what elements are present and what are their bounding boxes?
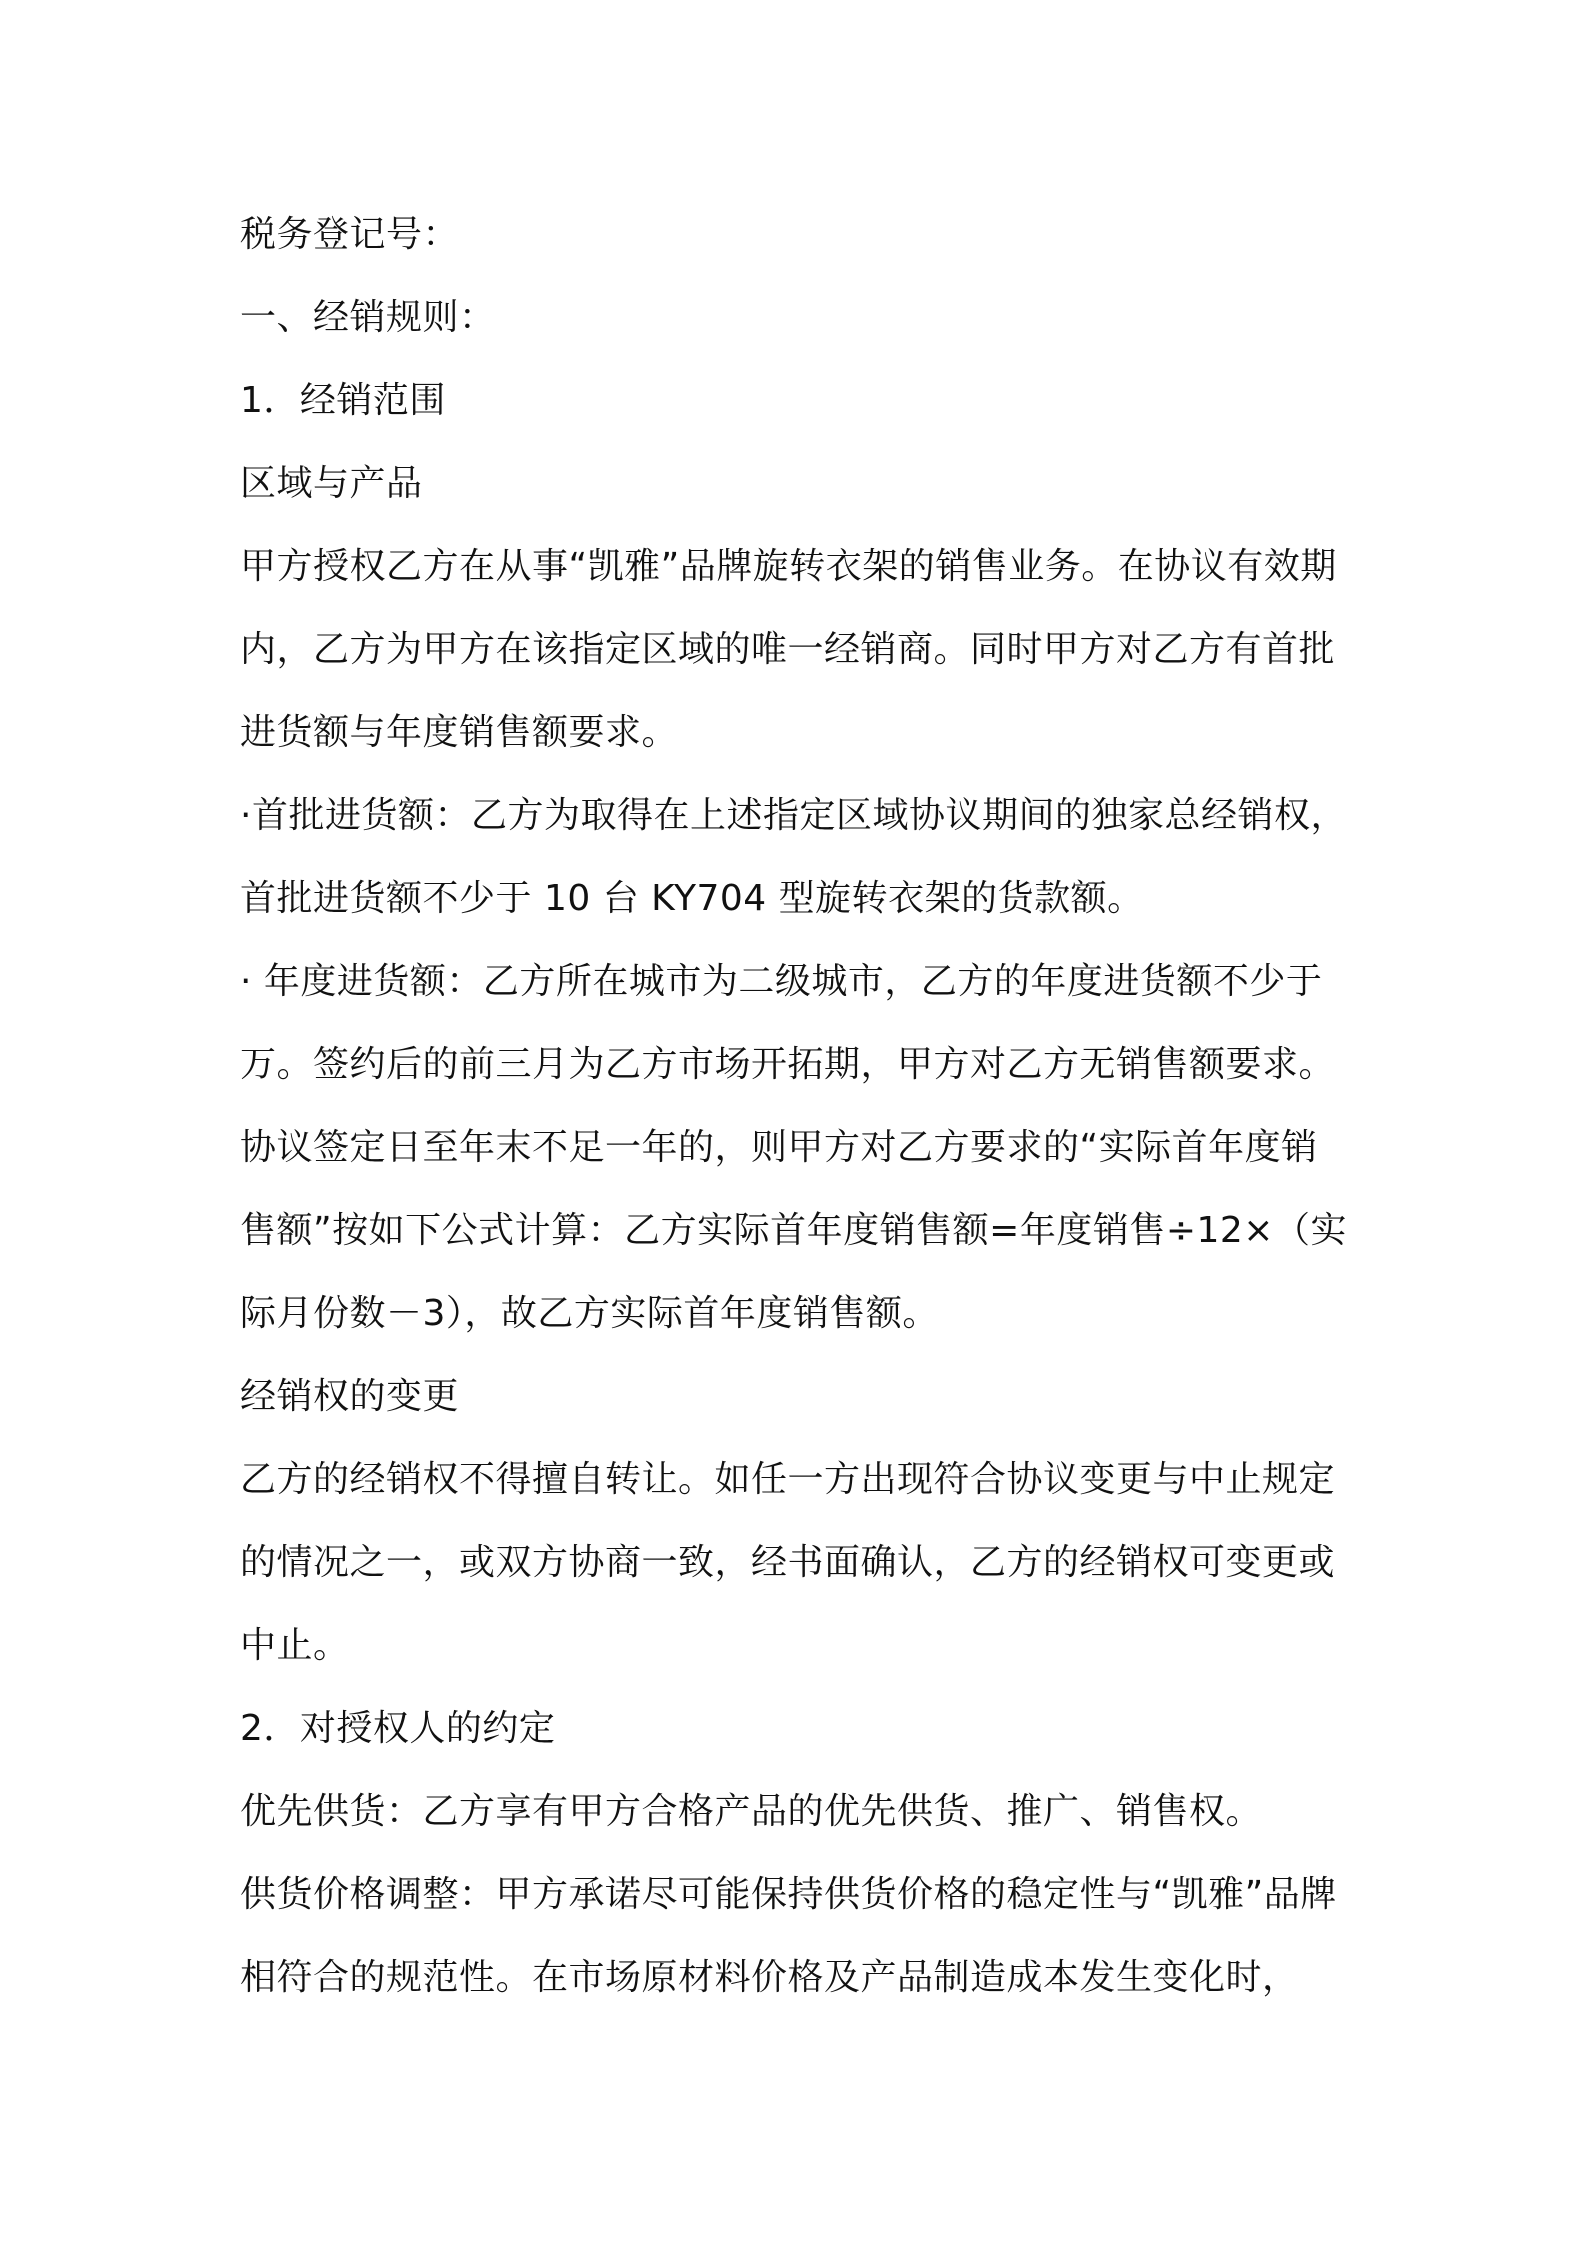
paragraph-first-order-amount: ·首批进货额：乙方为取得在上述指定区域协议期间的独家总经销权，首批进货额不少于 10 台 KY704 型旋转衣架的货款额。	[240, 795, 1347, 919]
subheading-distribution-right-change: 经销权的变更	[240, 1376, 460, 1417]
subsection-heading-distribution-scope: 1．经销范围	[240, 380, 446, 421]
paragraph-supply-price-adjustment: 供货价格调整：甲方承诺尽可能保持供货价格的稳定性与“凯雅”品牌相符合的规范性。在市场原材料价格及产品制造成本发生变化时，	[240, 1874, 1337, 1998]
subsection-heading-authorized-party: 2．对授权人的约定	[240, 1708, 556, 1749]
paragraph-annual-order-amount: · 年度进货额：乙方所在城市为二级城市，乙方的年度进货额不少于万。签约后的前三月为乙方市场开拓期，甲方对乙方无销售额要求。协议签定日至年末不足一年的，则甲方对乙方要求的“实际首年度销售额”按如下公式计算：乙方实际首年度销售额=年度销售÷12×（实际月份数－3），故乙方实际首年度销售额。	[240, 961, 1347, 1334]
section-heading-distribution-rules: 一、经销规则：	[240, 297, 496, 338]
paragraph-distribution-right-change: 乙方的经销权不得擅自转让。如任一方出现符合协议变更与中止规定的情况之一，或双方协商一致，经书面确认，乙方的经销权可变更或中止。	[240, 1459, 1336, 1666]
tax-registration-label: 税务登记号：	[240, 214, 460, 255]
document-body	[240, 193, 1350, 2019]
subheading-region-and-products: 区域与产品	[240, 463, 423, 504]
paragraph-authorization: 甲方授权乙方在从事“凯雅”品牌旋转衣架的销售业务。在协议有效期内，乙方为甲方在该指定区域的唯一经销商。同时甲方对乙方有首批进货额与年度销售额要求。	[240, 546, 1337, 753]
paragraph-priority-supply: 优先供货：乙方享有甲方合格产品的优先供货、推广、销售权。	[240, 1791, 1263, 1832]
